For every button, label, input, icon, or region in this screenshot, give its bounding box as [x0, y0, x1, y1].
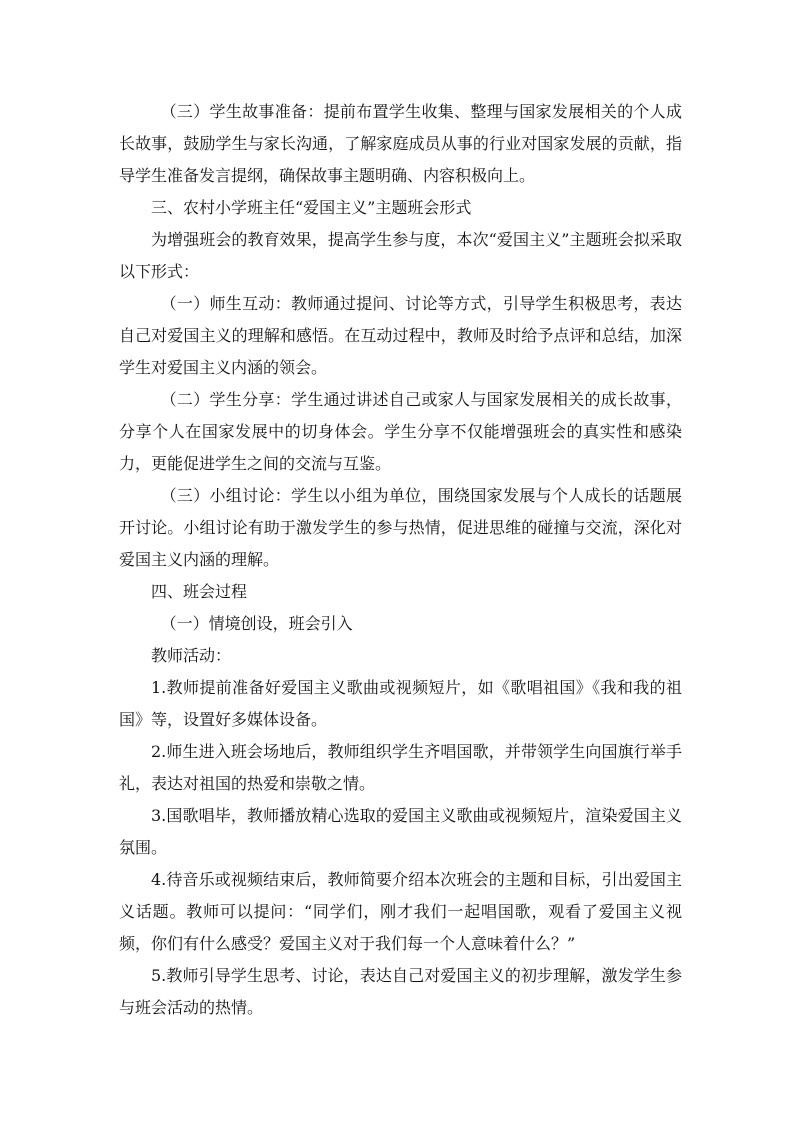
paragraph: （一）情境创设，班会引入 [160, 614, 353, 633]
paragraph: （三）小组讨论：学生以小组为单位，围绕国家发展与个人成长的话题展开讨论。小组讨论有助于激发学生的参与热情，促进思维的碰撞与交流，深化对爱国主义内涵的理解。 [119, 486, 682, 569]
paragraph: 三、农村小学班主任“爱国主义”主题班会形式 [151, 198, 472, 217]
paragraph: 5.教师引导学生思考、讨论，表达自己对爱国主义的初步理解，激发学生参与班会活动的热情。 [119, 966, 682, 1017]
paragraph: 四、班会过程 [151, 582, 248, 601]
paragraph: （一）师生互动：教师通过提问、讨论等方式，引导学生积极思考，表达自己对爱国主义的理解和感悟。在互动过程中，教师及时给予点评和总结，加深学生对爱国主义内涵的领会。 [119, 294, 682, 377]
paragraph: 为增强班会的教育效果，提高学生参与度，本次“爱国主义”主题班会拟采取以下形式： [119, 230, 682, 281]
paragraph: 4.待音乐或视频结束后，教师简要介绍本次班会的主题和目标，引出爱国主义话题。教师可以提问：“同学们，刚才我们一起唱国歌，观看了爱国主义视频，你们有什么感受？爱国主义对于我们每一个人意味着什么？” [119, 870, 682, 953]
paragraph: （二）学生分享：学生通过讲述自己或家人与国家发展相关的成长故事，分享个人在国家发展中的切身体会。学生分享不仅能增强班会的真实性和感染力，更能促进学生之间的交流与互鉴。 [119, 390, 682, 473]
paragraph: 教师活动： [151, 646, 232, 665]
paragraph: 3.国歌唱毕，教师播放精心选取的爱国主义歌曲或视频短片，渲染爱国主义氛围。 [119, 806, 682, 857]
paragraph: （三）学生故事准备：提前布置学生收集、整理与国家发展相关的个人成长故事，鼓励学生与家长沟通，了解家庭成员从事的行业对国家发展的贡献，指导学生准备发言提纲，确保故事主题明确、内容积极向上。 [119, 102, 682, 185]
paragraph: 2.师生进入班会场地后，教师组织学生齐唱国歌，并带领学生向国旗行举手礼，表达对祖国的热爱和崇敬之情。 [119, 742, 682, 793]
paragraph: 1.教师提前准备好爱国主义歌曲或视频短片，如《歌唱祖国》《我和我的祖国》等，设置好多媒体设备。 [119, 678, 682, 729]
